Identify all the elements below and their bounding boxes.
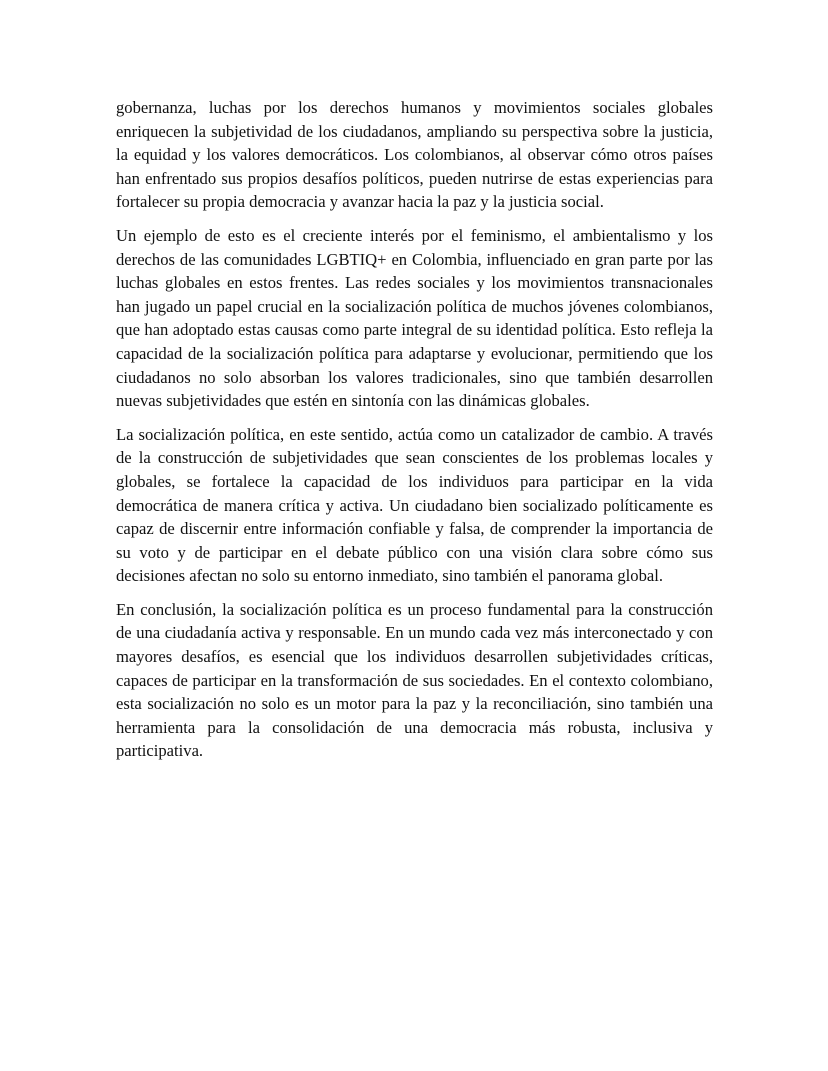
paragraph-4: En conclusión, la socialización política es un proceso fundamental para la construcción de una ciudadanía activa y responsable. En un mundo cada vez más interconectado y con mayores desafíos, es esencial que los individuos desarrollen subjetividades críticas, capaces de participar en la transformación de sus sociedades. En el contexto colombiano, esta socialización no solo es un motor para la paz y la reconciliación, sino también una herramienta para la consolidación de una democracia más robusta, inclusiva y participativa. [116,599,713,761]
paragraph-1: gobernanza, luchas por los derechos humanos y movimientos sociales globales enriquecen la subjetividad de los ciudadanos, ampliando su perspectiva sobre la justicia, la equidad y los valores democráticos. Los colombianos, al observar cómo otros países han enfrentado sus propios desafíos políticos, pueden nutrirse de estas experiencias para fortalecer su propia democracia y avanzar hacia la paz y la justicia social. [116,98,713,212]
paragraph-3: La socialización política, en este sentido, actúa como un catalizador de cambio. A través de la construcción de subjetividades que sean conscientes de los problemas locales y globales, se fortalece la capacidad de los individuos para participar en la vida democrática de manera crítica y activa. Un ciudadano bien socializado políticamente es capaz de discernir entre información confiable y falsa, de comprender la importancia de su voto y de participar en el debate público con una visión clara sobre cómo sus decisiones afectan no solo su entorno inmediato, sino también el panorama global. [116,424,713,586]
paragraph-2: Un ejemplo de esto es el creciente interés por el feminismo, el ambientalismo y los derechos de las comunidades LGBTIQ+ en Colombia, influenciado en gran parte por las luchas globales en estos frentes. Las redes sociales y los movimientos transnacionales han jugado un papel crucial en la socialización política de muchos jóvenes colombianos, que han adoptado estas causas como parte integral de su identidad política. Esto refleja la capacidad de la socialización política para adaptarse y evolucionar, permitiendo que los ciudadanos no solo absorban los valores tradicionales, sino que también desarrollen nuevas subjetividades que estén en sintonía con las dinámicas globales. [116,225,713,411]
document-body [116,96,713,773]
